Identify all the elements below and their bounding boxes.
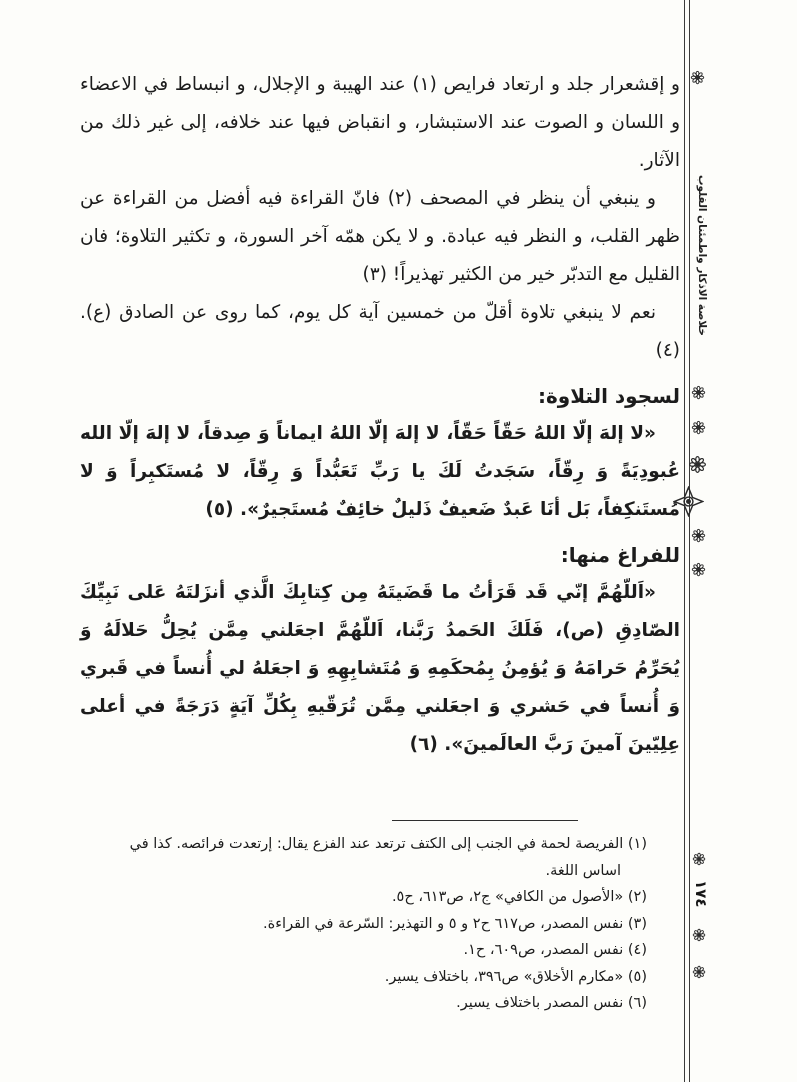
margin-double-rule <box>684 0 690 1082</box>
star-medallion-icon <box>673 486 704 517</box>
dua-faragh-text: «اَللّهُمَّ إنّي قَد قَرَأتُ ما قَضَيتَهُ مِن كِتابِكَ الَّذي أنزَلتَهُ عَلى نَبِيِّكَ الصّادِقِ (ص)، فَلَكَ الحَمدُ رَبَّنا، اَللّهُمَّ اجعَلني مِمَّن يُحِلُّ حَلالَهُ وَ يُحَرِّمُ حَرامَهُ وَ يُؤمِنُ بِمُحكَمِهِ وَ مُتَشابِهِهِ وَ اجعَلهُ لي أُنساً في قَبري وَ أُنساً في حَشري وَ اجعَلني مِمَّن تُرَقّيهِ بِكُلِّ آيَةٍ دَرَجَةً في أعلى عِلِيّينَ آمينَ رَبَّ العالَمينَ». (٦) <box>80 582 680 755</box>
footnote-separator <box>392 820 578 821</box>
footnote-6: (٦) نفس المصدر باختلاف يسير. <box>456 995 647 1011</box>
flower-ornament-icon <box>691 528 706 543</box>
page-body <box>80 66 680 764</box>
paragraph-fifty-verses: نعم لا ينبغي تلاوة أقلّ من خمسين آية كل يوم، كما روى عن الصادق (ع). (٤) <box>80 302 680 361</box>
flower-ornament-icon <box>692 965 706 979</box>
footnote-3: (٣) نفس المصدر، ص٦١٧ ح٢ و ٥ و التهذير: السّرعة في القراءة. <box>263 915 647 932</box>
footnotes-block <box>112 831 647 1017</box>
flower-ornament-icon <box>691 385 706 400</box>
section-heading-sujud-tilawa: لسجود التلاوة: <box>538 384 680 408</box>
footnote-1: (١) الفريصة لحمة في الجنب إلى الكتف ترتعد عند الفزع يقال: إرتعدت فرائصه. كذا في اساس اللغة. <box>129 836 647 879</box>
margin-book-title: خلاصة الاذكار واطمئنان القلوب <box>696 175 708 336</box>
section-heading-faragh: للفراغ منها: <box>560 543 680 567</box>
flower-ornament-icon <box>691 420 706 435</box>
footnote-5: (٥) «مكارم الأخلاق» ص٣٩٦، باختلاف يسير. <box>384 968 647 985</box>
flower-ornament-icon <box>692 928 706 942</box>
flower-ornament-icon <box>688 455 707 474</box>
paragraph-mushaf: و ينبغي أن ينظر في المصحف (٢) فانّ القراءة فيه أفضل من القراءة عن ظهر القلب، و النظر فيه عبادة. و لا يكن همّه آخر السورة، و تكثير التلاوة؛ فان القليل مع التدبّر خير من الكثير تهذيراً! (٣) <box>80 188 680 285</box>
footnote-4: (٤) نفس المصدر، ص٦٠٩، ح١. <box>463 942 647 958</box>
flower-ornament-icon <box>690 70 705 85</box>
dua-sujud-text: «لا إلهَ إلّا اللهُ حَقّاً حَقّاً، لا إلهَ إلّا اللهُ ايماناً وَ صِدقاً، لا إلهَ إلّا الله عُبودِيَةً وَ رِقّاً، سَجَدتُ لَكَ يا رَبِّ تَعَبُّداً وَ رِقّاً، لا مُستَكبِراً وَ لا مُستَنكِفاً، بَل أنَا عَبدٌ ضَعيفٌ ذَليلٌ خائِفٌ مُستَجيرٌ». (٥) <box>80 423 680 520</box>
paragraph-continuation: و إقشعرار جلد و ارتعاد فرايص (١) عند الهيبة و الإجلال، و انبساط في الاعضاء و اللسان و الصوت عند الاستبشار، و انقباض فيها عند خلافه، إلى غير ذلك من الآثار. <box>80 74 680 171</box>
flower-ornament-icon <box>692 852 706 866</box>
flower-ornament-icon <box>691 562 706 577</box>
footnote-2: (٢) «الأصول من الكافي» ج٢، ص٦١٣، ح٥. <box>391 889 647 905</box>
page-number: ١٧٤ <box>692 880 710 908</box>
